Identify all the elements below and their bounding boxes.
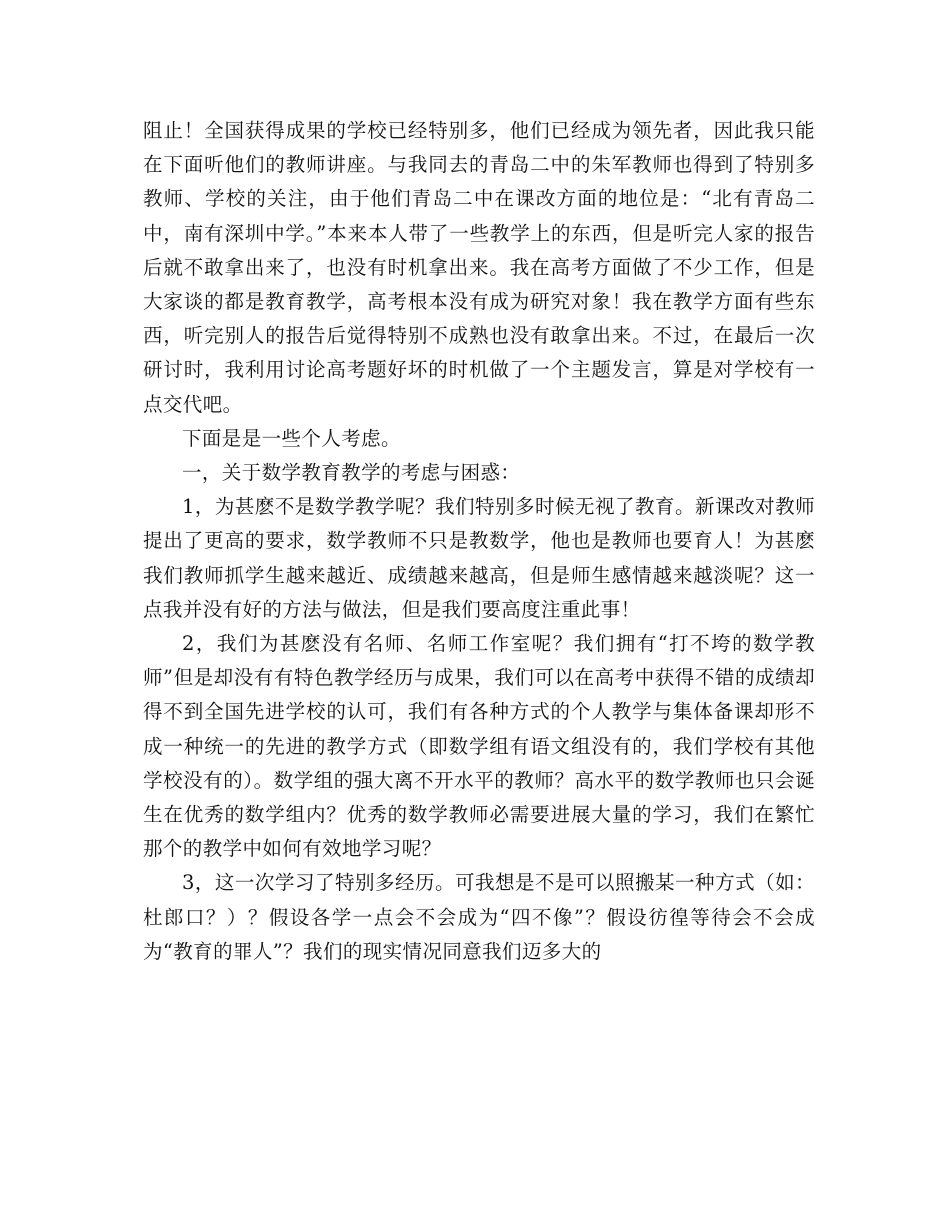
paragraph-continuation: 阻止！全国获得成果的学校已经特别多，他们已经成为领先者，因此我只能在下面听他们的教师讲座。与我同去的青岛二中的朱军教师也得到了特别多教师、学校的关注，由于他们青岛二中在课改方面的地位是：“北有青岛二中，南有深圳中学。”本来本人带了一些教学上的东西，但是听完人家的报告后就不敢拿出来了，也没有时机拿出来。我在高考方面做了不少工作，但是大家谈的都是教育教学，高考根本没有成为研究对象！我在教学方面有些东西，听完别人的报告后觉得特别不成熟也没有敢拿出来。不过，在最后一次研讨时，我利用讨论高考题好坏的时机做了一个主题发言，算是对学校有一点交代吧。 [143, 119, 815, 416]
document-body [143, 114, 815, 969]
paragraph-point-3: 3，这一次学习了特别多经历。可我想是不是可以照搬某一种方式（如：杜郎口？）？假设各学一点会不会成为“四不像”？假设彷徨等待会不会成为“教育的罪人”？我们的现实情况同意我们迈多大的 [143, 871, 815, 963]
section-heading: 一，关于数学教育教学的考虑与困惑： [182, 461, 521, 485]
paragraph-intro: 下面是是一些个人考虑。 [182, 426, 401, 450]
paragraph-point-1: 1，为甚麽不是数学教学呢？我们特别多时候无视了教育。新课改对教师提出了更高的要求，数学教师不只是教数学，他也是教师也要育人！为甚麽我们教师抓学生越来越近、成绩越来越高，但是师生感情越来越淡呢？这一点我并没有好的方法与做法，但是我们要高度注重此事！ [143, 495, 815, 621]
paragraph-point-2: 2，我们为甚麽没有名师、名师工作室呢？我们拥有“打不垮的数学教师”但是却没有有特色教学经历与成果，我们可以在高考中获得不错的成绩却得不到全国先进学校的认可，我们有各种方式的个人教学与集体备课却形不成一种统一的先进的教学方式（即数学组有语文组没有的，我们学校有其他学校没有的）。数学组的强大离不开水平的教师？高水平的数学教师也只会诞生在优秀的数学组内？优秀的数学教师必需要进展大量的学习，我们在繁忙那个的教学中如何有效地学习呢？ [143, 632, 815, 861]
